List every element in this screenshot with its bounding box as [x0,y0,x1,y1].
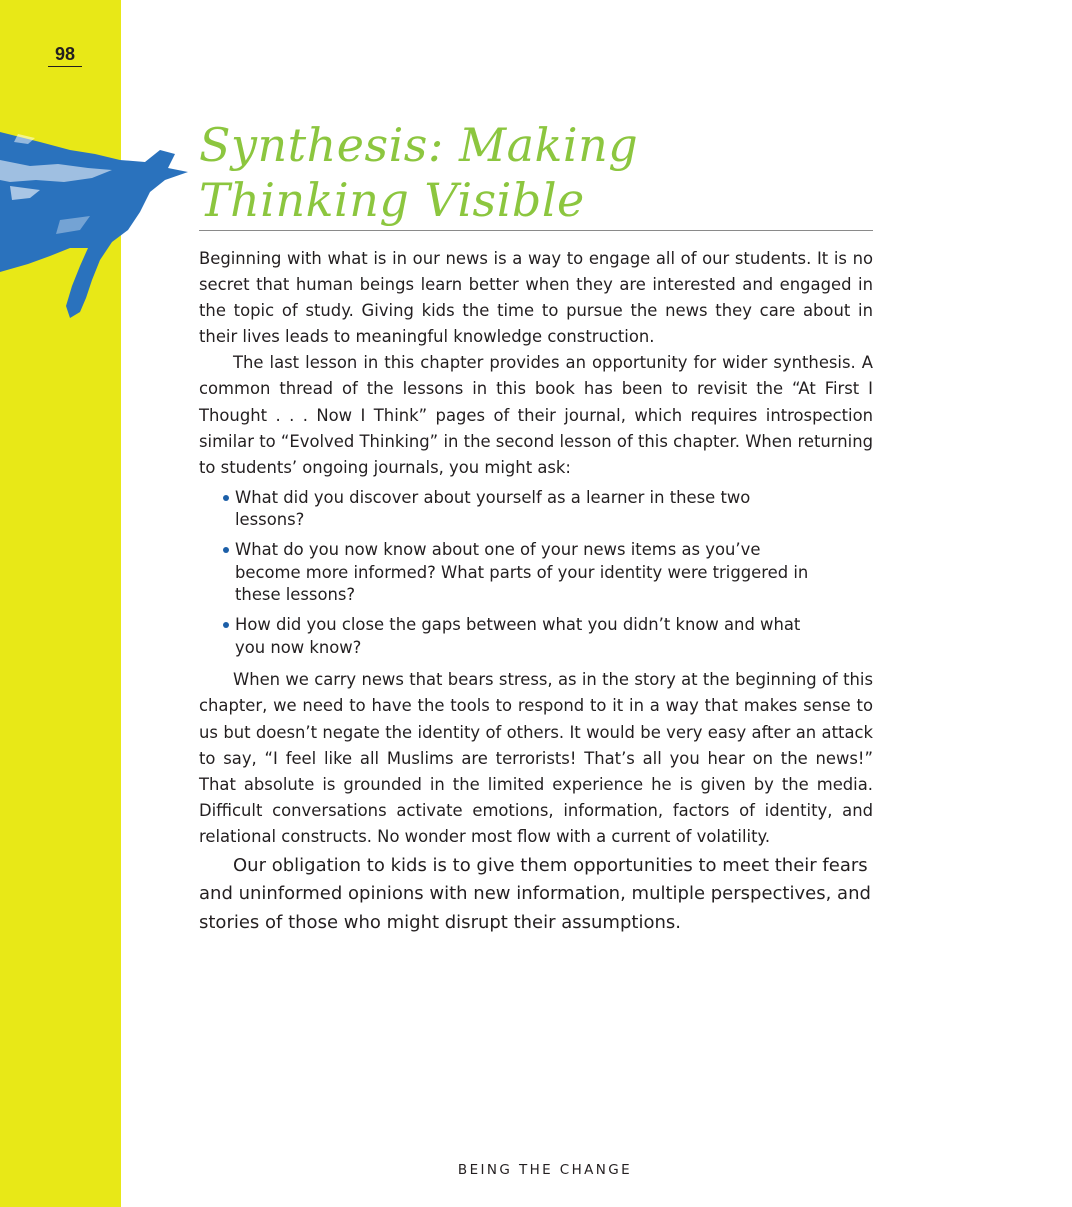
list-item: What do you now know about one of your news items as you’ve become more informed? What parts of your identity were triggered in these lessons? [223,539,815,607]
paragraph-1: Beginning with what is in our news is a way to engage all of our students. It is no secret that human beings learn better when they are interested and engaged in the topic of study. Giving kids the time to pursue the news they care about in their lives leads to meaningful knowledge construction. [199,249,873,347]
paragraph-3: When we carry news that bears stress, as in the story at the beginning of this chapter, we need to have the tools to respond to it in a way that makes sense to us but doesn’t negate the identity of others. It would be very easy after an attack to say, “I feel like all Muslims are terrorists! That’s all you hear on the news!” That absolute is grounded in the limited experience he is given by the media. Difficult conversations activate emotions, information, factors of identity, and relational constructs. No wonder most flow with a current of volatility. [199,670,873,846]
page-number: 98 [48,44,82,67]
running-footer: BEING THE CHANGE [457,1162,633,1178]
heading-divider [199,230,873,231]
paragraph-4: Our obligation to kids is to give them opportunities to meet their fears and uninformed opinions with new information, multiple perspectives, and stories of those who might disrupt their assumptions. [199,855,871,933]
list-item: What did you discover about yourself as a learner in these two lessons? [223,487,815,532]
section-heading-line-2: Thinking Visible [199,173,585,227]
body-text [199,246,873,937]
section-heading-line-1: Synthesis: Making [199,118,639,172]
list-item: How did you close the gaps between what you didn’t know and what you now know? [223,614,815,659]
section-heading [199,118,873,228]
paragraph-2: The last lesson in this chapter provides an opportunity for wider synthesis. A common thread of the lessons in this book has been to revisit the “At First I Thought . . . Now I Think” pages of their journal, which requires introspection similar to “Evolved Thinking” in the second lesson of this chapter. When returning to students’ ongoing journals, you might ask: [199,353,873,477]
question-list [199,487,873,660]
brush-stroke-icon [0,120,200,330]
